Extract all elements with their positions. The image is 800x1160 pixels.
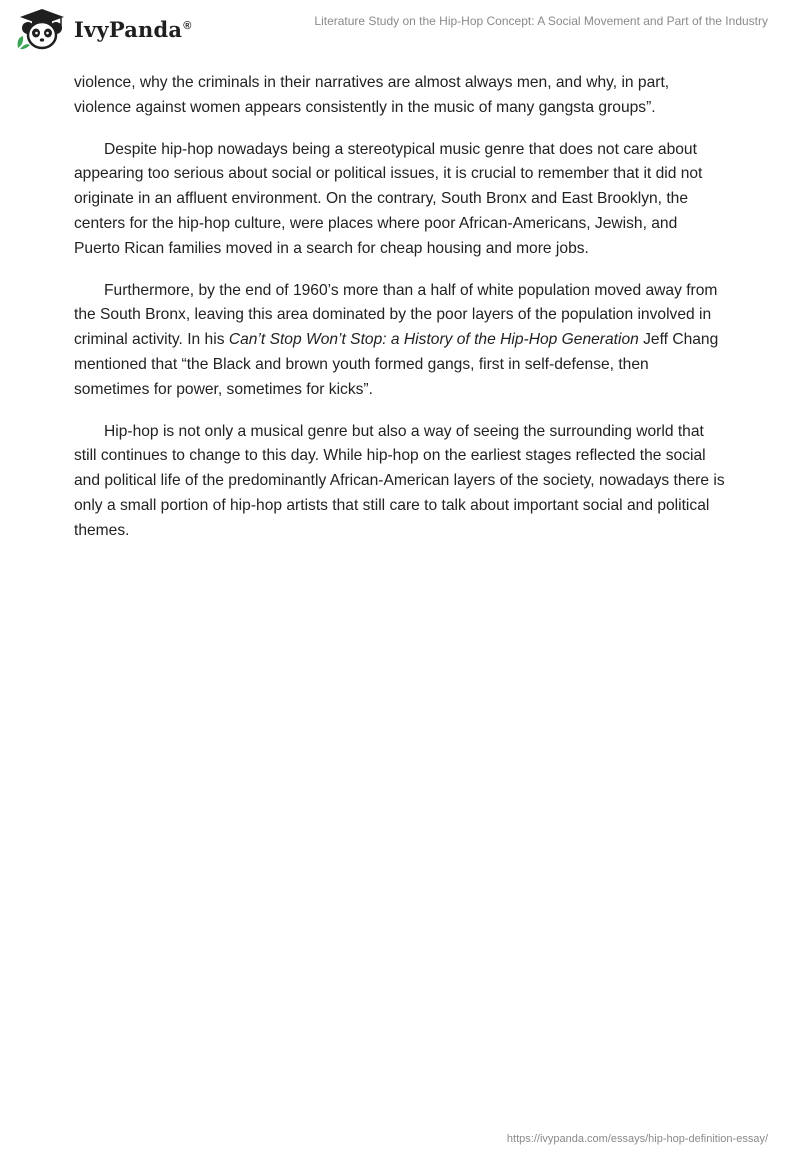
document-title: Literature Study on the Hip-Hop Concept: A Social Movement and Part of the Industry	[314, 14, 768, 28]
essay-body	[74, 71, 726, 561]
paragraph-text: Furthermore, by the end of 1960’s more than a half of white population moved away from the South Bronx, leaving this area dominated by the poor layers of the population involved in criminal activity. In his	[74, 281, 718, 349]
paragraph	[74, 279, 726, 403]
book-title: Can’t Stop Won’t Stop: a History of the Hip-Hop Generation	[228, 331, 639, 349]
logo[interactable]	[14, 8, 192, 50]
page-header	[0, 0, 800, 60]
paragraph: Despite hip-hop nowadays being a stereotypical music genre that does not care about appearing too serious about social or political issues, it is crucial to remember that it did not originate in an affluent environment. On the contrary, South Bronx and East Brooklyn, the centers for the hip-hop culture, were places where poor African-Americans, Jewish, and Puerto Rican families moved in a search for cheap housing and more jobs.	[74, 140, 703, 257]
source-url[interactable]: https://ivypanda.com/essays/hip-hop-definition-essay/	[506, 1133, 768, 1145]
paragraph-text: Jeff Chang mentioned that “the Black and brown youth formed gangs, first in self-defense, then sometimes for power, sometimes for kicks”.	[74, 331, 719, 398]
panda-graduate-icon	[14, 8, 70, 50]
paragraph-continuation: violence, why the criminals in their narratives are almost always men, and why, in part, violence against women appears consistently in the music of many gangsta groups”.	[74, 74, 670, 116]
paragraph: Hip-hop is not only a musical genre but also a way of seeing the surrounding world that still continues to change to this day. While hip-hop on the earliest stages reflected the social and political life of the predominantly African-American layers of the society, nowadays there is only a small portion of hip-hop artists that still care to talk about important social and political themes.	[74, 422, 725, 539]
registered-mark: ®	[183, 19, 192, 32]
brand-name: IvyPanda®	[74, 16, 192, 42]
